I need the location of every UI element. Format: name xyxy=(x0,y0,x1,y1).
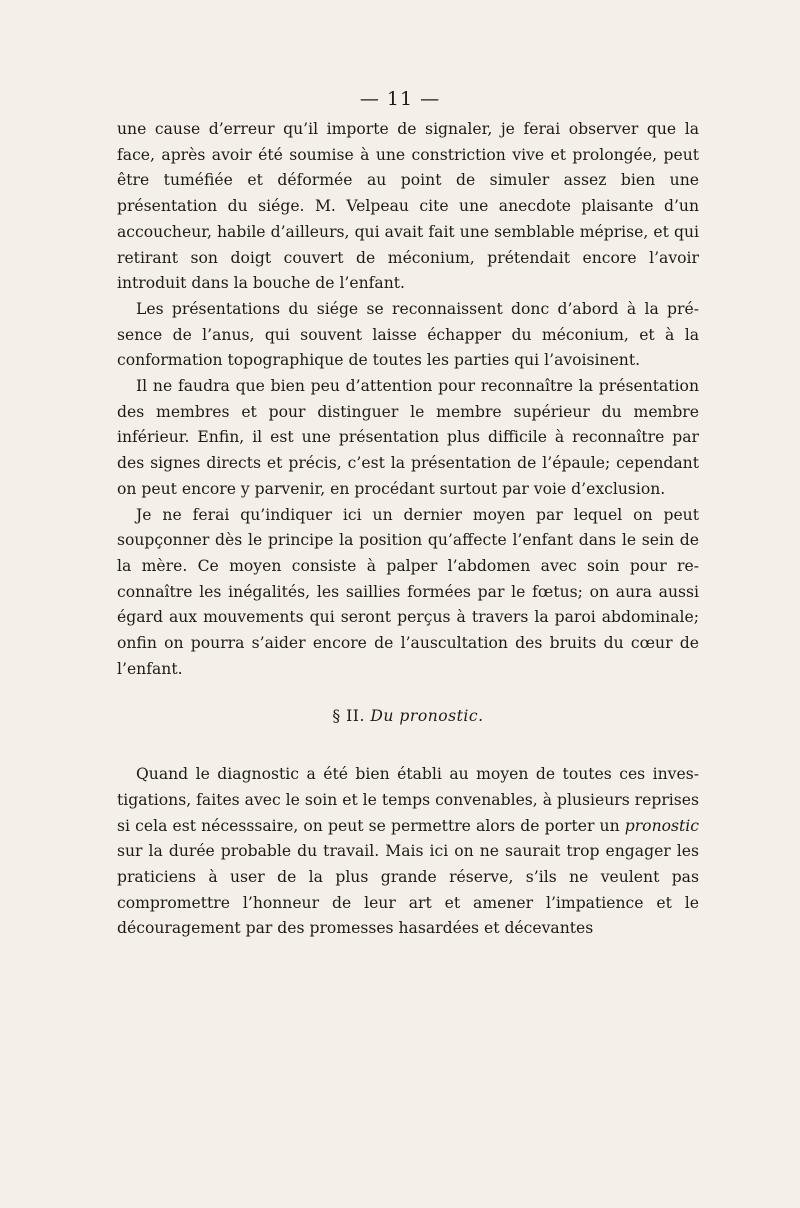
paragraph: Je ne ferai qu’indiquer ici un dernier moyen par lequel on peut soupçonner dès le principe la position qu’affecte l’enfant dans le sein de la mère. Ce moyen consiste à palper l’abdomen avec soin pour reconnaître les inégalités, les saillies formées par le fœtus; on aura aussi égard aux mouvements qui seront perçus à travers la paroi abdominale; onfin on pourra s’aider encore de l’auscultation des bruits du cœur de l’enfant. xyxy=(117,505,699,678)
italic-term: pronostic xyxy=(624,816,699,835)
section-title: Du pronostic. xyxy=(370,707,484,726)
paragraph xyxy=(117,762,699,942)
paragraph: Les présentations du siége se reconnaissent donc d’abord à la présence de l’anus, qui souvent laisse échapper du méconium, et à la conformation topographique de toutes les parties qui l’avoisinent. xyxy=(117,299,699,370)
section-heading xyxy=(117,704,699,730)
page-number: — 11 — xyxy=(359,88,441,110)
section-number: § II. xyxy=(332,707,365,726)
paragraph: une cause d’erreur qu’il importe de signaler, je ferai observer que la face, après avoir été soumise à une constriction vive et prolongée, peut être tuméfiée et déformée au point de simuler assez bien une présentation du siége. M. Velpeau cite une anecdote plaisante d’un accoucheur, habile d’ailleurs, qui avait fait une semblable méprise, et qui retirant son doigt couvert de méconium, prétendait encore l’avoir introduit dans la bouche de l’enfant. xyxy=(117,120,699,293)
paragraph-text: sur la durée probable du travail. Mais ici on ne saurait trop engager les praticiens à user de la plus grande réserve, s’ils ne veulent pas compromettre l’honneur de leur art et amener l’impatience et le découragement par des promesses hasardées et décevantes xyxy=(117,842,699,938)
paragraph: Il ne faudra que bien peu d’attention pour reconnaître la présentation des membres et pour distinguer le membre supérieur du membre inférieur. Enfin, il est une présentation plus difficile à reconnaître par des signes directs et précis, c’est la présentation de l’épaule; cependant on peut encore y parvenir, en procédant surtout par voie d’exclusion. xyxy=(117,377,699,498)
paragraph-text: Quand le diagnostic a été bien établi au moyen de toutes ces investigations, faites avec le soin et le temps convenables, à plusieurs reprises si cela est nécesssaire, on peut se permettre alors de porter un xyxy=(117,765,700,835)
body-text xyxy=(117,117,699,942)
